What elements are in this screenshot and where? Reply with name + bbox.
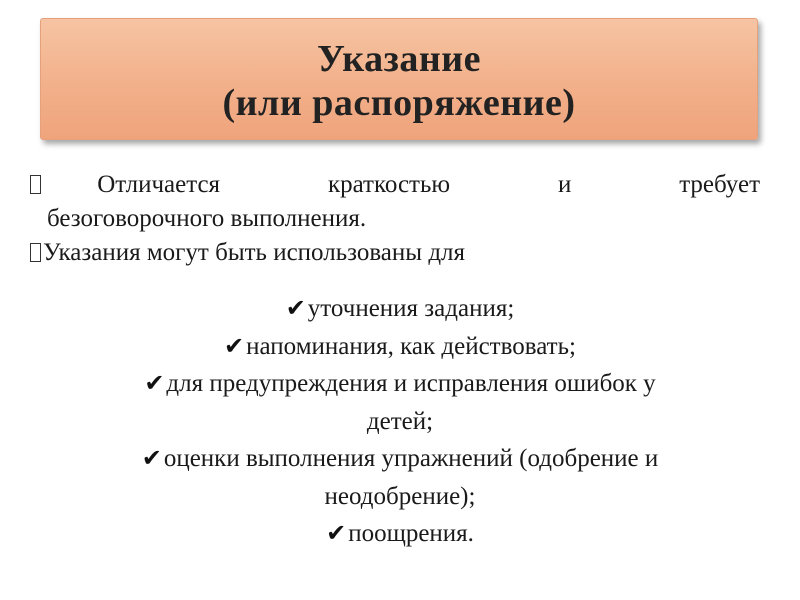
box-icon [30,175,41,194]
bullet-1-word-2: краткостью [327,171,451,198]
checklist-item [0,515,800,553]
bullet-2-text: Указания могут быть использованы для [43,239,466,266]
bullet-item-2 [30,236,760,270]
check-mark-icon: ✔ [326,519,347,547]
bullet-list [30,168,760,270]
checklist-item-continuation [0,478,800,516]
checklist-item-text: детей; [366,407,434,435]
checklist-item [0,290,800,328]
checklist-item-text: неодобрение); [324,482,476,510]
check-mark-icon: ✔ [144,369,165,397]
title-box [40,18,758,140]
checklist-item-text: для предупреждения и исправления ошибок у [166,370,656,397]
bullet-1-continuation: безоговорочного выполнения. [47,205,367,232]
checklist-item [0,328,800,366]
checklist-item-text: уточнения задания; [307,295,515,322]
checklist-item [0,365,800,403]
check-mark-icon: ✔ [285,294,306,322]
slide-title: Указание [316,38,481,80]
checklist-item-continuation [0,403,800,441]
bullet-1-word-3: и [557,171,572,198]
checklist [0,290,800,553]
bullet-word-group-1 [30,168,220,202]
box-icon [30,243,41,262]
checklist-item-text: оценки выполнения упражнений (одобрение и [163,445,659,472]
check-mark-icon: ✔ [141,444,162,472]
checklist-item [0,440,800,478]
checklist-item-text: поощрения. [348,520,474,547]
bullet-1-word-1: Отличается [97,171,221,198]
checklist-item-text: напоминания, как действовать; [246,332,576,360]
bullet-1-word-4: требует [679,171,760,198]
check-mark-icon: ✔ [224,331,245,360]
slide-subtitle: (или распоряжение) [222,82,576,124]
bullet-item-1 [30,168,760,202]
